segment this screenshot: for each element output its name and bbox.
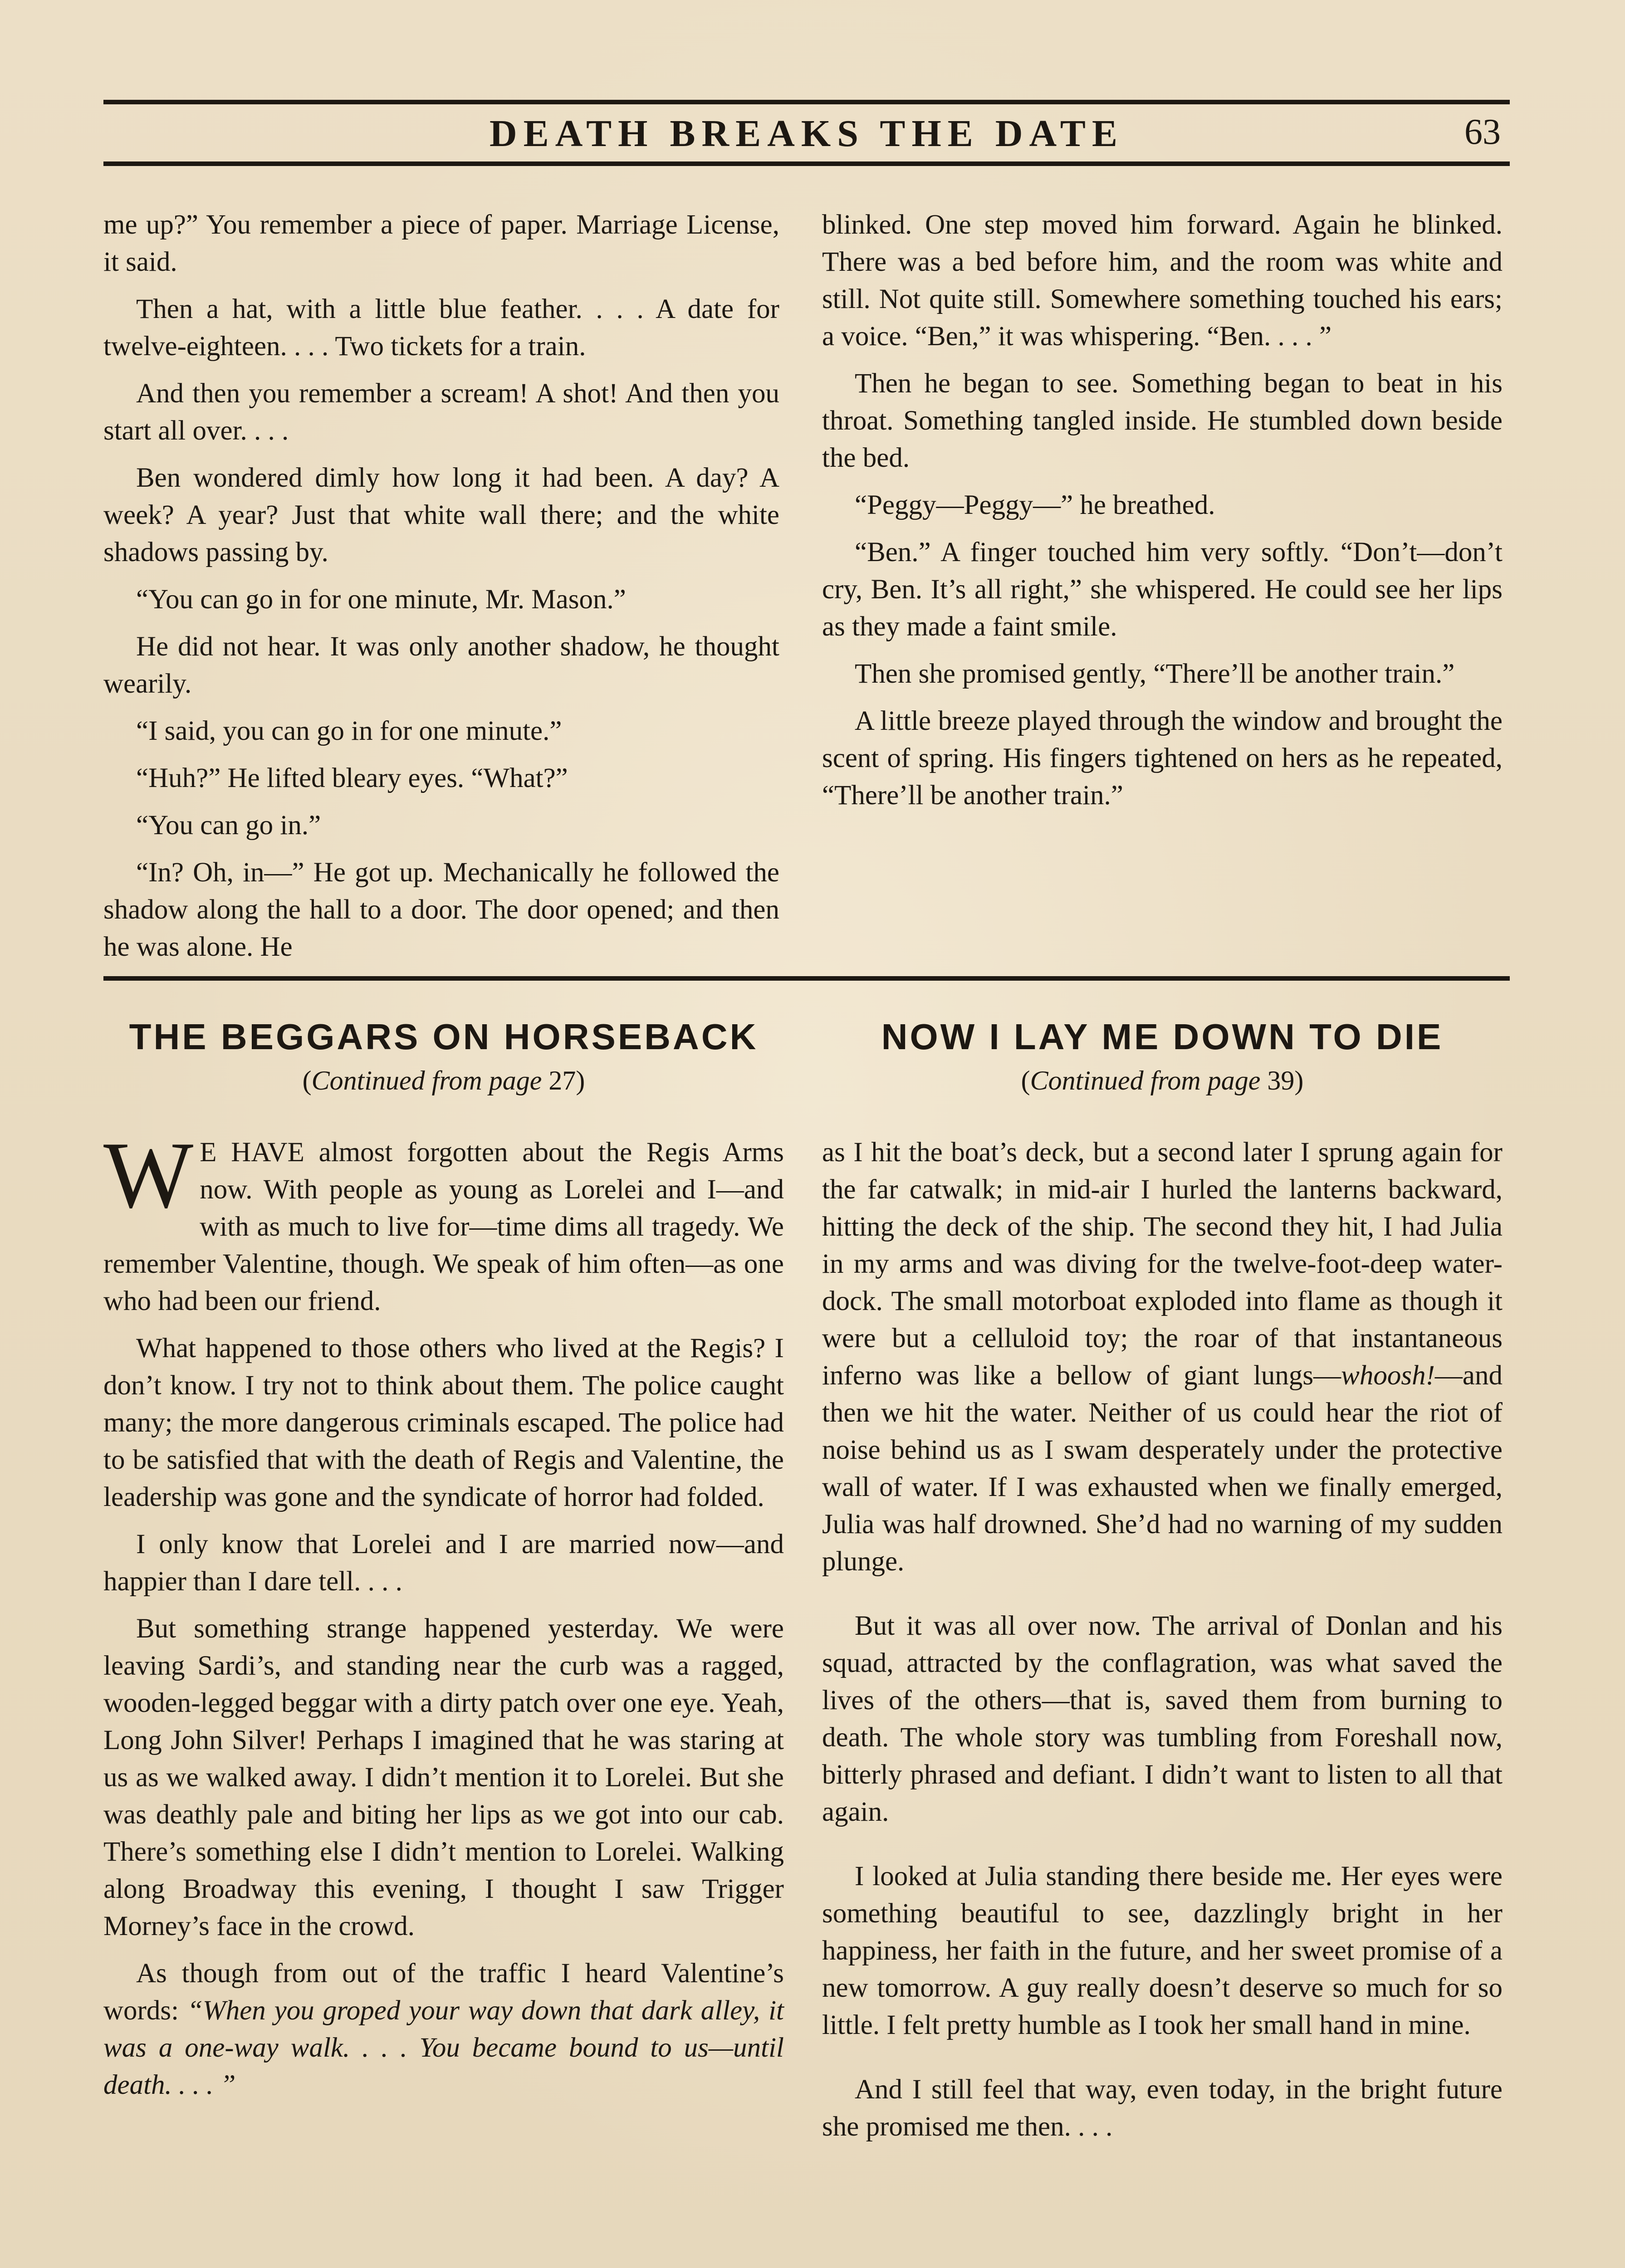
paragraph: And then you remember a scream! A shot! And then you start all over. . . . [103,378,779,446]
paragraph: me up?” You remember a piece of paper. Marriage License, it said. [103,210,779,277]
paragraph: “You can go in.” [136,810,321,841]
story3-title: NOW I LAY ME DOWN TO DIE [881,1017,1444,1057]
section-divider-rule [103,976,1510,981]
paragraph: blinked. One step moved him forward. Again he blinked. There was a bed before him, and the room was white and still. Not quite still. Somewhere something touched his ears; a voice. “Ben,” it was whispering. “Ben. . . . ” [822,210,1503,352]
paragraph: “Peggy—Peggy—” he breathed. [855,490,1215,520]
drop-cap: W [103,1123,194,1228]
paragraph: What happened to those others who lived at the Regis? I don’t know. I try not to think about them. The police caught many; the more dangerous criminals escaped. The police had to be satisfied that with the death of Regis and Valentine, the leadership was gone and the syndicate of horror had folded. [103,1333,784,1512]
paragraph: A little breeze played through the window and brought the scent of spring. His fingers tightened on hers as he repeated, “There’ll be another train.” [822,706,1503,811]
paragraph: Then she promised gently, “There’ll be another train.” [855,659,1455,689]
running-header [103,108,1510,159]
paragraph: “Ben.” A finger touched him very softly. “Don’t—don’t cry, Ben. It’s all right,” she whispered. He could see her lips as they made a faint smile. [822,537,1503,642]
paragraph: Then a hat, with a little blue feather. . . . A date for twelve-eighteen. . . . Two tickets for a train. [103,294,779,362]
paragraph: “Huh?” He lifted bleary eyes. “What?” [136,763,568,793]
paragraph: Then he began to see. Something began to beat in his throat. Something tangled inside. He stumbled down beside the bed. [822,368,1503,473]
continued-label: Continued from page [311,1066,542,1095]
paragraph: “In? Oh, in—” He got up. Mechanically he followed the shadow along the hall to a door. The door opened; and then he was alone. He [103,857,779,962]
quoted-words: “When you groped your way down that dark alley, it was a one-way walk. . . . You became bound to us—until death. . . . ” [103,1995,784,2100]
page-number: 63 [1464,112,1501,152]
italic-sound: whoosh! [1341,1360,1435,1391]
paragraph: “You can go in for one minute, Mr. Mason.” [136,584,626,615]
paragraph: As though from out of the traffic I heard Valentine’s words: “When you groped your way down that dark alley, it was a one-way walk. . . . You became bound to us—until death. . . . ” [103,1958,784,2100]
story3-continued-line: (Continued from page 39) [1021,1066,1304,1095]
opening-paragraph: W E HAVE almost forgotten about the Regis Arms now. With people as young as Lorelei and I—and with as much to live for—time dims all tragedy. We remember Valentine, though. We speak of him often—as one who had been our friend. [103,1123,784,1316]
paragraph: “I said, you can go in for one minute.” [136,716,562,746]
paragraph: He did not hear. It was only another shadow, he thought wearily. [103,631,779,699]
story2-column [103,1123,784,2114]
paragraph: And I still feel that way, even today, in the bright future she promised me then. . . . [822,2074,1503,2142]
story3-column [822,1134,1503,2156]
paragraph: I looked at Julia standing there beside me. Her eyes were something beautiful to see, dazzlingly bright in her happiness, her faith in the future, and her sweet promise of a new tomorrow. A guy really doesn’t deserve so much for so little. I felt pretty humble as I took her small hand in mine. [822,1861,1503,2040]
story1-left-column [103,206,779,976]
running-title: DEATH BREAKS THE DATE [489,112,1124,155]
paragraph: But it was all over now. The arrival of Donlan and his squad, attracted by the conflagration, was what saved the lives of the others—that is, saved them from burning to death. The whole story was tumbling from Foreshall now, bitterly phrased and defiant. I didn’t want to listen to all that again. [822,1611,1503,1827]
story2-continued-line: (Continued from page 27) [302,1066,585,1095]
paragraph: But something strange happened yesterday. We were leaving Sardi’s, and standing near the curb was a ragged, wooden-legged beggar with a dirty patch over one eye. Yeah, Long John Silver! Perhaps I imagined that he was staring at us as we walked away. I didn’t mention it to Lorelei. But she was deathly pale and biting her lips as we got into our cab. There’s something else I didn’t mention to Lorelei. Walking along Broadway this evening, I thought I saw Trigger Morney’s face in the crowd. [103,1613,784,1941]
paragraph: Ben wondered dimly how long it had been. A day? A week? A year? Just that white wall there; and the white shadows passing by. [103,463,779,567]
story1-right-column [822,206,1503,824]
story2-title: THE BEGGARS ON HORSEBACK [129,1017,759,1057]
continued-label: Continued from page [1030,1066,1261,1095]
header-top-rule [103,100,1510,104]
paragraph: I only know that Lorelei and I are married now—and happier than I dare tell. . . . [103,1529,784,1597]
header-bottom-rule [103,161,1510,166]
paragraph: as I hit the boat’s deck, but a second later I sprung again for the far catwalk; in mid-air I hurled the lanterns backward, hitting the deck of the ship. The second they hit, I had Julia in my arms and was diving for the twelve-foot-deep water-dock. The small motorboat exploded into flame as though it were but a celluloid toy; the roar of that instantaneous inferno was like a bellow of giant lungs—whoosh!—and then we hit the water. Neither of us could hear the riot of noise behind us as I swam desperately under the protective wall of water. If I was exhausted when we finally emerged, Julia was half drowned. She’d had no warning of my sudden plunge. [822,1137,1503,1577]
continued-page: 39 [1267,1066,1295,1095]
continued-page: 27 [548,1066,576,1095]
